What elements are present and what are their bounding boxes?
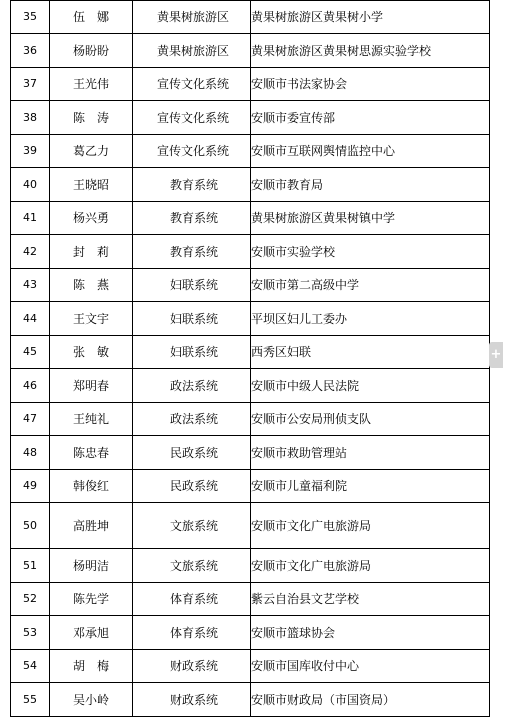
person-name: 葛乙力 xyxy=(50,135,133,168)
unit-name: 紫云自治县文艺学校 xyxy=(251,583,490,616)
table-row xyxy=(11,135,490,168)
table-row xyxy=(11,436,490,470)
table-row xyxy=(11,101,490,135)
unit-name: 安顺市书法家协会 xyxy=(251,68,490,101)
row-number: 50 xyxy=(11,503,50,549)
person-name: 胡 梅 xyxy=(50,650,133,683)
row-number: 44 xyxy=(11,302,50,336)
person-name: 王纯礼 xyxy=(50,403,133,436)
person-name: 高胜坤 xyxy=(50,503,133,549)
system-name: 妇联系统 xyxy=(133,302,251,336)
person-name: 陈忠春 xyxy=(50,436,133,470)
unit-name: 安顺市第二高级中学 xyxy=(251,269,490,302)
unit-name: 安顺市国库收付中心 xyxy=(251,650,490,683)
row-number: 42 xyxy=(11,235,50,269)
table-row xyxy=(11,336,490,369)
table-row xyxy=(11,583,490,616)
person-name: 郑明春 xyxy=(50,369,133,403)
unit-name: 安顺市财政局（市国资局） xyxy=(251,683,490,717)
row-number: 37 xyxy=(11,68,50,101)
row-number: 43 xyxy=(11,269,50,302)
table-row xyxy=(11,650,490,683)
person-name: 陈 涛 xyxy=(50,101,133,135)
system-name: 教育系统 xyxy=(133,202,251,235)
table-row xyxy=(11,202,490,235)
person-name: 陈 燕 xyxy=(50,269,133,302)
person-name: 杨兴勇 xyxy=(50,202,133,235)
system-name: 民政系统 xyxy=(133,470,251,503)
unit-name: 安顺市儿童福利院 xyxy=(251,470,490,503)
unit-name: 安顺市文化广电旅游局 xyxy=(251,549,490,583)
person-name: 邓承旭 xyxy=(50,616,133,650)
system-name: 政法系统 xyxy=(133,403,251,436)
person-name: 封 莉 xyxy=(50,235,133,269)
row-number: 46 xyxy=(11,369,50,403)
unit-name: 安顺市公安局刑侦支队 xyxy=(251,403,490,436)
system-name: 财政系统 xyxy=(133,650,251,683)
row-number: 55 xyxy=(11,683,50,717)
unit-name: 安顺市文化广电旅游局 xyxy=(251,503,490,549)
table-row xyxy=(11,34,490,68)
table-row xyxy=(11,1,490,34)
unit-name: 黄果树旅游区黄果树小学 xyxy=(251,1,490,34)
person-name: 杨盼盼 xyxy=(50,34,133,68)
system-name: 宣传文化系统 xyxy=(133,135,251,168)
unit-name: 平坝区妇儿工委办 xyxy=(251,302,490,336)
unit-name: 黄果树旅游区黄果树思源实验学校 xyxy=(251,34,490,68)
table-row xyxy=(11,369,490,403)
system-name: 文旅系统 xyxy=(133,549,251,583)
table-body xyxy=(11,1,490,717)
table-row xyxy=(11,168,490,202)
person-name: 王光伟 xyxy=(50,68,133,101)
row-number: 52 xyxy=(11,583,50,616)
row-number: 49 xyxy=(11,470,50,503)
system-name: 民政系统 xyxy=(133,436,251,470)
unit-name: 安顺市教育局 xyxy=(251,168,490,202)
row-number: 38 xyxy=(11,101,50,135)
table-row xyxy=(11,235,490,269)
person-name: 王文宇 xyxy=(50,302,133,336)
person-name: 伍 娜 xyxy=(50,1,133,34)
table-row xyxy=(11,269,490,302)
system-name: 财政系统 xyxy=(133,683,251,717)
person-name: 吴小岭 xyxy=(50,683,133,717)
table-row xyxy=(11,470,490,503)
system-name: 妇联系统 xyxy=(133,336,251,369)
honor-list-table xyxy=(10,0,490,717)
table-row xyxy=(11,503,490,549)
row-number: 36 xyxy=(11,34,50,68)
person-name: 陈先学 xyxy=(50,583,133,616)
system-name: 教育系统 xyxy=(133,235,251,269)
row-number: 51 xyxy=(11,549,50,583)
row-number: 45 xyxy=(11,336,50,369)
row-number: 41 xyxy=(11,202,50,235)
system-name: 黄果树旅游区 xyxy=(133,1,251,34)
unit-name: 西秀区妇联 xyxy=(251,336,490,369)
unit-name: 安顺市互联网舆情监控中心 xyxy=(251,135,490,168)
unit-name: 安顺市委宣传部 xyxy=(251,101,490,135)
table-row xyxy=(11,549,490,583)
row-number: 40 xyxy=(11,168,50,202)
system-name: 教育系统 xyxy=(133,168,251,202)
unit-name: 安顺市篮球协会 xyxy=(251,616,490,650)
system-name: 宣传文化系统 xyxy=(133,68,251,101)
row-number: 47 xyxy=(11,403,50,436)
row-number: 54 xyxy=(11,650,50,683)
table-row xyxy=(11,302,490,336)
table-row xyxy=(11,683,490,717)
person-name: 张 敏 xyxy=(50,336,133,369)
unit-name: 安顺市实验学校 xyxy=(251,235,490,269)
system-name: 文旅系统 xyxy=(133,503,251,549)
system-name: 宣传文化系统 xyxy=(133,101,251,135)
row-number: 48 xyxy=(11,436,50,470)
unit-name: 安顺市救助管理站 xyxy=(251,436,490,470)
table-row xyxy=(11,403,490,436)
side-expand-tab[interactable]: + xyxy=(489,342,503,368)
system-name: 黄果树旅游区 xyxy=(133,34,251,68)
system-name: 体育系统 xyxy=(133,583,251,616)
system-name: 政法系统 xyxy=(133,369,251,403)
table-row xyxy=(11,616,490,650)
person-name: 杨明洁 xyxy=(50,549,133,583)
person-name: 韩俊红 xyxy=(50,470,133,503)
table-row xyxy=(11,68,490,101)
row-number: 53 xyxy=(11,616,50,650)
unit-name: 黄果树旅游区黄果树镇中学 xyxy=(251,202,490,235)
unit-name: 安顺市中级人民法院 xyxy=(251,369,490,403)
row-number: 39 xyxy=(11,135,50,168)
system-name: 体育系统 xyxy=(133,616,251,650)
system-name: 妇联系统 xyxy=(133,269,251,302)
person-name: 王晓昭 xyxy=(50,168,133,202)
row-number: 35 xyxy=(11,1,50,34)
